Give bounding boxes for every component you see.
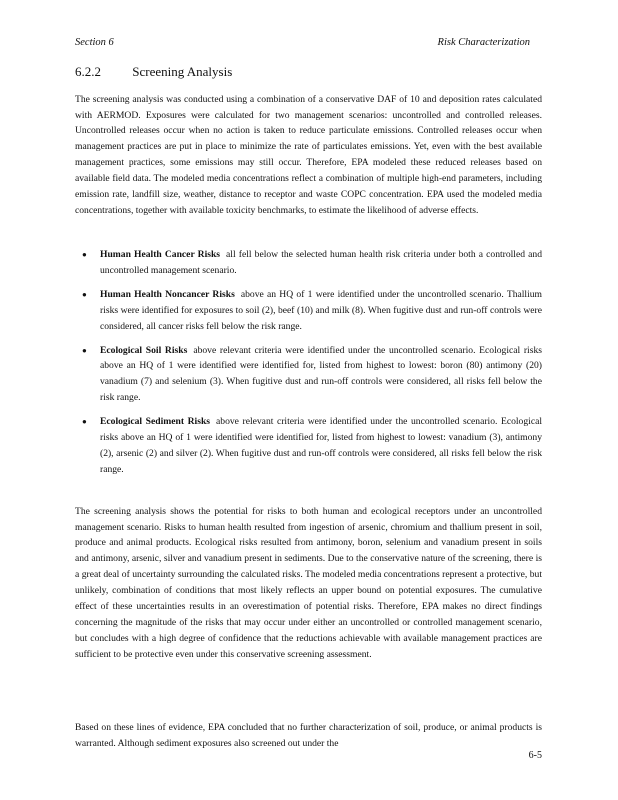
bullet-text: above relevant criteria were identified under the uncontrolled scenario. Ecological risks above an HQ of 1 were identified were identified for, listed from highest to lowest: boron (80) antimony (20) vanadium (7) and selenium (3). When fugitive dust and run-off controls were considered, all risks fell below the risk range. [100,344,542,404]
bullet-lead: Human Health Noncancer Risks [100,288,235,300]
bullet-icon: ● [82,345,87,355]
page-number: 6-5 [528,750,542,761]
bullet-text: above an HQ of 1 were identified under the uncontrolled scenario. Thallium risks were identified for exposures to soil (2), beef (10) and milk (8). When fugitive dust and run-off controls were considered, all cancer risks fell below the risk range. [100,288,543,332]
running-header-section: Section 6 [75,37,114,48]
running-header-chapter: Risk Characterization [437,37,530,48]
bullet-lead: Ecological Soil Risks [100,344,188,356]
bullet-icon: ● [82,250,87,259]
list-item [82,343,542,407]
list-item [82,247,542,279]
section-number: 6.2.2 [75,64,101,79]
intro-paragraph: The screening analysis was conducted using a combination of a conservative DAF of 10 and deposition rates calculated with AERMOD. Exposures were calculated for two management scenarios: uncontrolled and controlled releases. Uncontrolled releases occur when no action is taken to reduce particulate emissions. Controlled releases occur when management practices are put in place to minimize the rate of particulates emissions. Yet, even with the best available management practices, some emissions may still occur. Therefore, EPA modeled these reduced releases based on available field data. The modeled media concentrations reflect a combination of multiple high-end parameters, including emission rate, landfill size, weather, distance to receptor and waste COPC concentration. EPA used the modeled media concentrations, together with available toxicity benchmarks, to estimate the likelihood of adverse effects. [75,93,542,216]
list-item [82,414,542,478]
bullet-icon: ● [82,417,87,427]
conclusion-paragraph: The screening analysis shows the potential for risks to both human and ecological receptors under an uncontrolled management scenario. Risks to human health resulted from ingestion of arsenic, chromium and thallium present in soil, produce and animal products. Ecological risks resulted from antimony, boron, selenium and vanadium present in soils and antimony, arsenic, silver and vanadium present in sediments. Due to the conservative nature of the screening, there is a great deal of uncertainty surrounding the calculated risks. The modeled media concentrations represent a protective, but unlikely, combination of conditions that most likely reflects an upper bound on potential exposures. The cumulative effect of these uncertainties results in an overestimation of potential risks. Therefore, EPA makes no direct findings concerning the magnitude of the risks that may occur under either an uncontrolled or controlled management scenario, but concludes with a high degree of confidence that the reductions achievable with available management practices are sufficient to be protective even under this conservative screening assessment. [75,505,542,660]
bullet-lead: Human Health Cancer Risks [100,249,221,260]
bullet-text: all fell below the selected human health risk criteria under both a controlled and uncontrolled management scenario. [100,249,542,276]
bullet-text: above relevant criteria were identified under the uncontrolled scenario. Ecological risks above an HQ of 1 were identified were identified for, listed from highest to lowest: vanadium (3), antimony (2), arsenic (2) and silver (2). When fugitive dust and run-off controls were considered, all risks fell below the risk range. [100,416,543,475]
list-item [82,287,542,335]
risk-findings-list [82,247,542,486]
section-title: Screening Analysis [132,64,233,79]
bullet-icon: ● [82,289,87,299]
bullet-lead: Ecological Sediment Risks [100,416,211,428]
section-heading [75,64,232,80]
evidence-paragraph: Based on these lines of evidence, EPA concluded that no further characterization of soil, produce, or animal products is warranted. Although sediment exposures also screened out under the [75,721,542,749]
